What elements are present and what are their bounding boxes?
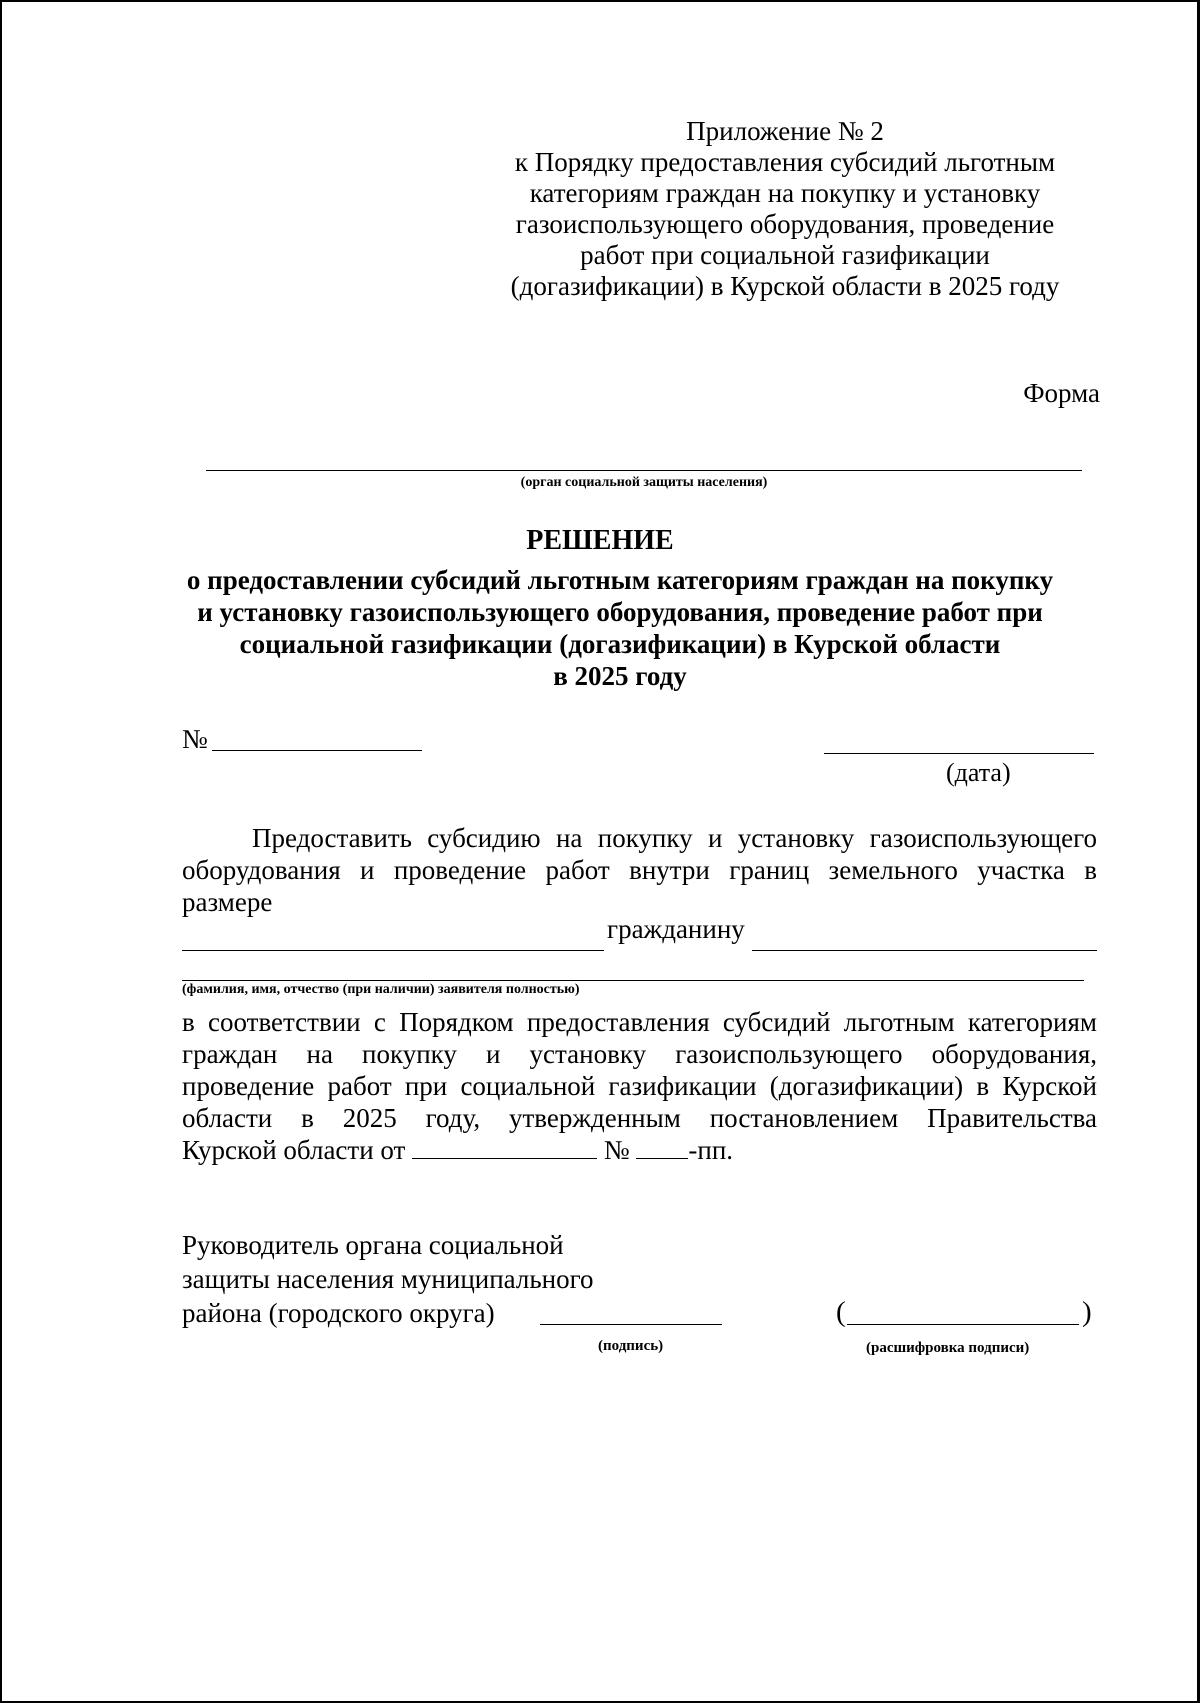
form-label: Форма [1023,378,1100,408]
date-caption: (дата) [946,758,1011,787]
signature-blank[interactable] [540,1324,722,1325]
signer-line: защиты населения муниципального [182,1264,594,1294]
signature-caption: (подпись) [598,1338,664,1354]
signer-title [182,1228,594,1330]
decoding-caption: (расшифровка подписи) [866,1340,1030,1356]
decision-date-blank[interactable] [824,753,1094,754]
decoding-close-paren: ) [1082,1296,1092,1328]
grantee-word: гражданину [607,914,745,944]
org-blank-line[interactable] [206,470,1082,471]
signer-line: района (городского округа) [182,1298,495,1328]
applicant-name-blank[interactable] [182,980,1084,981]
subsidy-amount-blank[interactable] [182,950,604,951]
basis-text-line: области в 2025 году, утвержденным постановлением Правительства [182,1103,1097,1133]
signature-decoding-blank[interactable] [847,1324,1079,1325]
appendix-line: газоиспользующего оборудования, проведение [515,209,1055,239]
basis-text-line: в соответствии с Порядком предоставления субсидий льготным категориям [182,1007,1097,1037]
decision-subtitle [150,564,1090,692]
appendix-header [470,116,1100,302]
appendix-line: (догазификации) в Курской области в 2025 году [510,271,1060,301]
page-border-top [0,0,1200,2]
basis-text-line: граждан на покупку и установку газоиспользующего оборудования, [182,1039,1097,1069]
resolution-number-sign: № [603,1135,630,1165]
resolution-date-blank[interactable] [412,1136,597,1159]
page-border-left [0,0,2,1703]
decision-number-blank[interactable] [212,750,422,751]
resolution-number-blank[interactable] [636,1136,688,1159]
decoding-open-paren: ( [836,1296,846,1328]
subtitle-line: в 2025 году [553,661,687,691]
basis-text-start: Курской области от [182,1135,406,1165]
grant-text-line: Предоставить субсидию на покупку и установку газоиспользующего [252,823,1097,853]
applicant-name-caption: (фамилия, имя, отчество (при наличии) заявителя полностью) [182,982,580,997]
grant-text-line: оборудования и проведение работ внутри границ земельного участка в [182,855,1097,885]
grantee-blank[interactable] [752,950,1097,951]
appendix-line: к Порядку предоставления субсидий льготным [514,147,1056,177]
signer-line: Руководитель органа социальной [182,1230,564,1260]
decision-number-label: № [182,724,208,754]
subtitle-line: и установку газоиспользующего оборудования, проведение работ при [197,597,1043,627]
basis-text-line-5 [182,1134,1097,1166]
appendix-line: работ при социальной газификации [580,240,990,270]
basis-text-line: проведение работ при социальной газификации (догазификации) в Курской [182,1071,1097,1101]
org-caption: (орган социальной защиты населения) [520,475,768,490]
resolution-suffix: -пп. [688,1135,734,1165]
appendix-line: категориям граждан на покупку и установку [529,178,1041,208]
grant-text-line: размере [182,887,273,917]
subtitle-line: социальной газификации (догазификации) в Курской области [239,629,1001,659]
grantee-row [182,914,1097,950]
subtitle-line: о предоставлении субсидий льготным категориям граждан на покупку [186,565,1054,595]
decision-title: РЕШЕНИЕ [526,525,674,556]
appendix-line: Приложение № 2 [686,116,884,146]
